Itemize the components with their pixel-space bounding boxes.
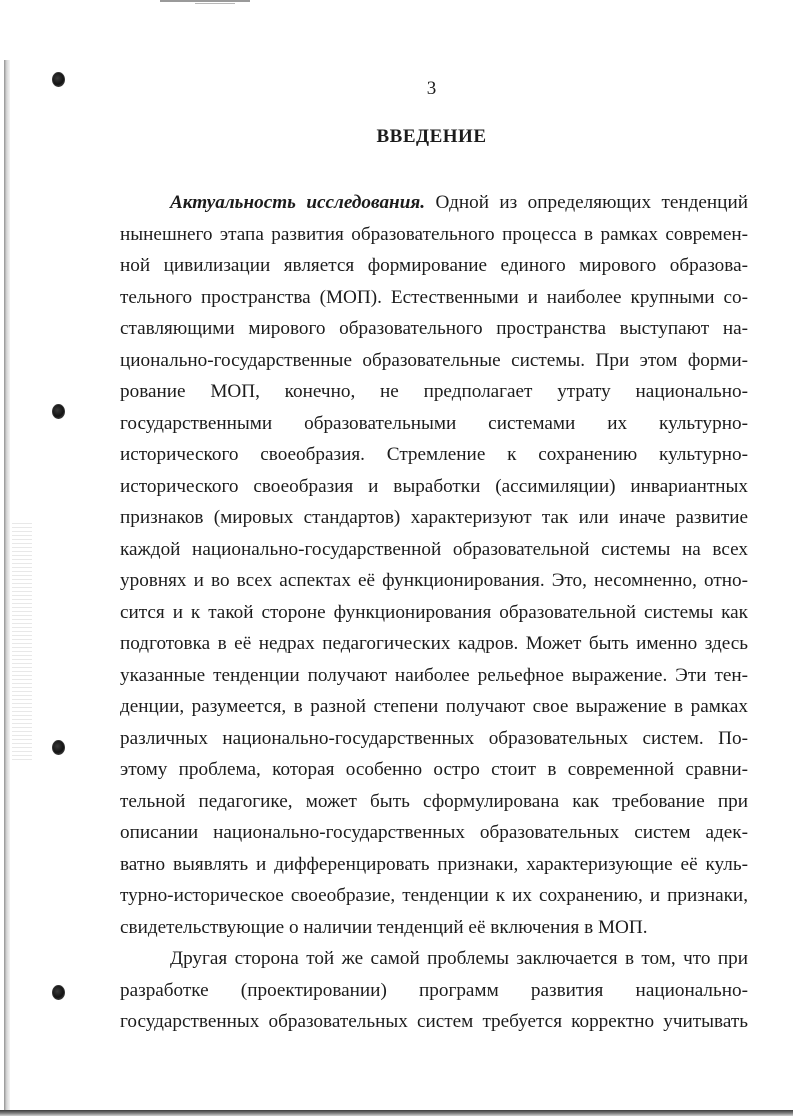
text-line: исторического своеобразия и выработки (ассимиляции) инвариантных bbox=[120, 475, 748, 497]
binding-edge bbox=[4, 60, 10, 1110]
text-line: подготовка в её недрах педагогических кадров. Может быть именно здесь bbox=[120, 633, 748, 654]
text-line: различных национально-государственных образовательных систем. По- bbox=[120, 727, 748, 749]
text-line: сится и к такой стороне функционирования образовательной системы как bbox=[120, 601, 748, 623]
text-line: уровнях и во всех аспектах её функционирования. Это, несомненно, отно- bbox=[120, 570, 748, 591]
paragraph-2-first-line: Другая сторона той же самой проблемы заключается в том, что при bbox=[170, 948, 748, 969]
section-heading: ВВЕДЕНИЕ bbox=[376, 126, 487, 147]
text-line: государственных образовательных систем требуется корректно учитывать bbox=[120, 1011, 748, 1032]
text-line: описании национально-государственных образовательных систем адек- bbox=[120, 822, 748, 843]
binding-noise bbox=[12, 520, 32, 760]
text-line: исторического своеобразия. Стремление к сохранению культурно- bbox=[120, 444, 748, 465]
text-line: этому проблема, которая особенно остро стоит в современной сравни- bbox=[120, 759, 748, 780]
punch-hole bbox=[52, 740, 65, 755]
text-line: ставляющими мирового образовательного пространства выступают на- bbox=[120, 318, 748, 339]
text-line: тельной педагогике, может быть сформулирована как требование при bbox=[120, 790, 748, 812]
text-line: государственными образовательными системами их культурно- bbox=[120, 412, 748, 434]
text-line: денции, разумеется, в разной степени получают свое выражение в рамках bbox=[120, 696, 748, 717]
text-line: ционально-государственные образовательные системы. При этом форми- bbox=[120, 349, 748, 371]
punch-hole bbox=[52, 985, 65, 1000]
text-line: тельного пространства (МОП). Естественными и наиболее крупными со- bbox=[120, 286, 748, 308]
lead-phrase: Актуальность исследования. bbox=[170, 192, 426, 213]
text-line: указанные тенденции получают наиболее рельефное выражение. Эти тен- bbox=[120, 664, 748, 686]
first-line-rest: Одной из определяющих тенденций bbox=[435, 192, 748, 213]
punch-hole bbox=[52, 404, 65, 419]
text-line: каждой национально-государственной образовательной системы на всех bbox=[120, 538, 748, 560]
text-line-last: свидетельствующие о наличии тенденций её включения в МОП. bbox=[120, 916, 648, 938]
bottom-edge bbox=[0, 1110, 793, 1116]
text-line: ватно выявлять и дифференцировать признаки, характеризующие её куль- bbox=[120, 853, 748, 875]
paragraph-1-first-line bbox=[120, 187, 748, 219]
page-number: 3 bbox=[426, 78, 437, 99]
text-line: разработке (проектировании) программ развития национально- bbox=[120, 979, 748, 1001]
text-line: турно-историческое своеобразие, тенденции к их сохранению, и признаки, bbox=[120, 885, 748, 906]
text-line: рование МОП, конечно, не предполагает утрату национально- bbox=[120, 381, 748, 402]
text-line: нынешнего этапа развития образовательного процесса в рамках современ- bbox=[120, 223, 748, 245]
scan-top-line bbox=[160, 0, 250, 2]
scan-top-line-secondary bbox=[195, 3, 235, 4]
body-text bbox=[120, 187, 748, 1038]
text-line: ной цивилизации является формирование единого мирового образова- bbox=[120, 255, 748, 276]
text-line: признаков (мировых стандартов) характеризуют так или иначе развитие bbox=[120, 507, 748, 528]
